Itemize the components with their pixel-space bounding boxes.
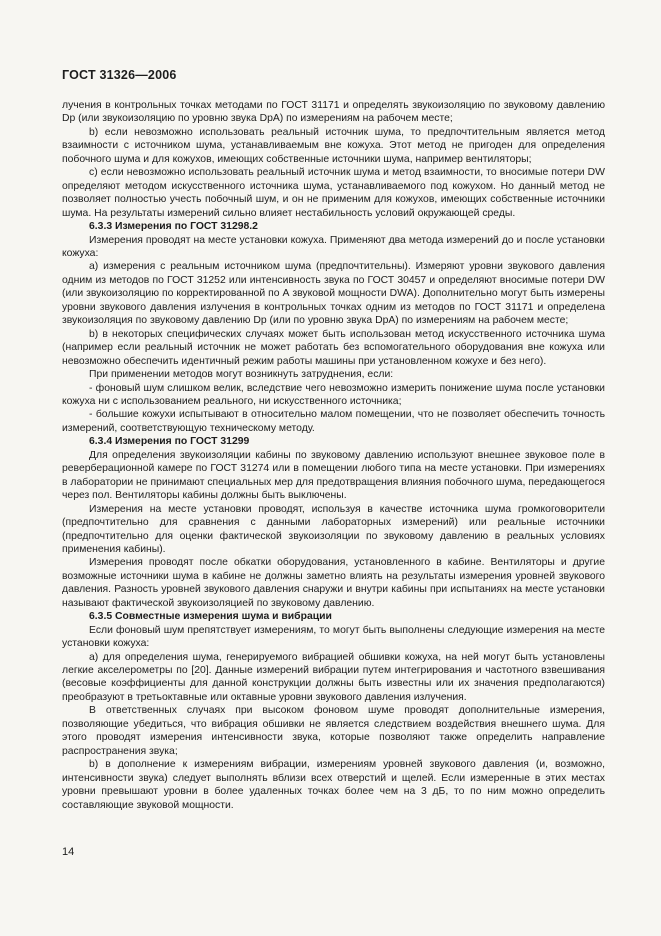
page-number: 14: [62, 846, 75, 858]
section-heading: 6.3.3 Измерения по ГОСТ 31298.2: [89, 221, 258, 233]
paragraph: Измерения проводят на месте установки кожуха. Применяют два метода измерений до и после установки кожуха:: [62, 234, 605, 259]
paragraph: Для определения звукоизоляции кабины по звуковому давлению используют внешнее звуковое поле в реверберационной камере по ГОСТ 31274 или в помещении любого типа на месте установки. При измерениях в лаборатории не принимают специальных мер для предотвращения влияния побочного шума, передающегося через пол. Вентиляторы кабины должны быть выключены.: [62, 449, 605, 502]
paragraph: c) если невозможно использовать реальный источник шума и метод взаимности, то вносимые потери DW определяют методом искусственного источника шума, устанавливаемого под кожухом. Но данный метод не позволяет полностью учесть побочный шум, и он не применим для кожухов, имеющих собственные источники шума. На результаты измерений сильно влияет нестабильность условий окружающей среды.: [62, 167, 605, 219]
paragraph: a) для определения шума, генерируемого вибрацией обшивки кожуха, на ней могут быть установлены легкие акселерометры по [20]. Данные измерений вибрации путем интегрирования и частотного взвешивания (весовые коэффициенты для данной конструкции должны быть известны или их значения предполагаются) преобразуют в третьоктавные или октавные уровни звукового давления излучения.: [62, 651, 605, 703]
paragraph: b) если невозможно использовать реальный источник шума, то предпочтительным является метод взаимности с источником шума, устанавливаемым вне кожуха. Этот метод не пригоден для определения побочного шума и для кожухов, имеющих собственные источники шума, например вентиляторы;: [62, 126, 605, 165]
paragraph: В ответственных случаях при высоком фоновом шуме проводят дополнительные измерения, позволяющие убедиться, что вибрация обшивки не является следствием воздействия внешнего шума. Для этого проводят измерения интенсивности звука, которые позволяют также определить направление распространения звука;: [62, 705, 605, 757]
document-header: ГОСТ 31326—2006: [62, 68, 177, 82]
document-body: [62, 99, 605, 812]
list-item: - фоновый шум слишком велик, вследствие чего невозможно измерить понижение шума после установки кожуха ни с использованием реального, ни искусственного источника;: [62, 382, 605, 407]
paragraph: Если фоновый шум препятствует измерениям, то могут быть выполнены следующие измерения на месте установки кожуха:: [62, 624, 605, 650]
paragraph: Измерения проводят после обкатки оборудования, установленного в кабине. Вентиляторы и другие возможные источники шума в кабине не должны заметно влиять на результаты измерения уровней звукового давления. Разность уровней звукового давления снаружи и внутри кабины при испытаниях на месте установки называют фактической звукоизоляцией по звуковому давлению.: [62, 557, 605, 609]
paragraph: a) измерения с реальным источником шума (предпочтительны). Измеряют уровни звукового давления одним из методов по ГОСТ 31252 или интенсивность звука по ГОСТ 30457 и определяют вносимые потери DW (или звукоизоляцию по корректированной по А звуковой мощности DWA). Дополнительно могут быть измерены уровни звукового давления излучения в контрольных точках одним из методов по ГОСТ 31171 и определена звукоизоляция по звуковому давлению Dp (или по уровню звука DpA) по измерениям на рабочем месте;: [62, 261, 605, 327]
paragraph: b) в дополнение к измерениям вибрации, измерениям уровней звукового давления (и, возможно, интенсивности звука) следует выполнять вблизи всех отверстий и щелей. Если измеренные в этих местах уровни превышают уровни в более удаленных точках более чем на 3 дБ, то по ним можно определить составляющие звуковой мощности.: [62, 759, 605, 811]
paragraph: При применении методов могут возникнуть затруднения, если:: [89, 369, 394, 381]
paragraph: Измерения на месте установки проводят, используя в качестве источника шума громкоговорители (предпочтительно для сравнения с данными лабораторных измерений) или реальные источники (предпочтительно для оценки фактической звукоизоляции по звуковому давлению в реальных условиях применения кабины).: [62, 503, 605, 555]
paragraph: лучения в контрольных точках методами по ГОСТ 31171 и определять звукоизоляцию по звуковому давлению Dp (или звукоизоляцию по уровню звука DpA) по измерениям на рабочем месте;: [62, 100, 605, 125]
list-item: - большие кожухи испытывают в относительно малом помещении, что не позволяет обеспечить точность измерений, соответствующую техническому методу.: [62, 409, 605, 434]
section-heading: 6.3.4 Измерения по ГОСТ 31299: [89, 436, 250, 448]
section-heading: 6.3.5 Совместные измерения шума и вибрации: [89, 611, 332, 623]
paragraph: b) в некоторых специфических случаях может быть использован метод искусственного источника шума (например если реальный источник не может работать без вспомогательного оборудования вне кожуха или невозможно обеспечить идентичный режим работы машины при установленном кожухе и без него).: [62, 328, 605, 367]
